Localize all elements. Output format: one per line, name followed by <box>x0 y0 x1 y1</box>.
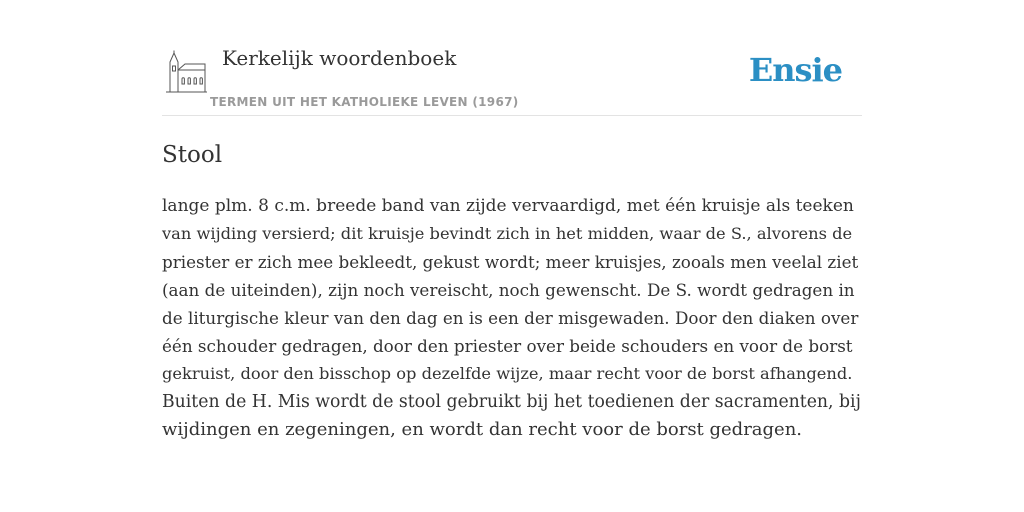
body-line: van wijding versierd; dit kruisje bevindt zich in het midden, waar de S., alvorens de <box>162 224 853 243</box>
header <box>162 40 862 116</box>
body-line: wijdingen en zegeningen, en wordt dan recht voor de borst gedragen. <box>162 419 803 440</box>
entry-title: Stool <box>162 142 223 168</box>
body-line: lange plm. 8 c.m. breede band van zijde vervaardigd, met één kruisje als teeken <box>162 196 854 216</box>
body-line: de liturgische kleur van den dag en is een der misgewaden. Door den diaken over <box>162 308 859 328</box>
church-icon[interactable] <box>165 50 207 94</box>
site-title[interactable]: Kerkelijk woordenboek <box>222 46 457 70</box>
body-line: priester er zich mee bekleedt, gekust wordt; meer kruisjes, zooals men veelal ziet <box>162 252 859 272</box>
body-line: één schouder gedragen, door den priester over beide schouders en voor de borst <box>162 336 853 356</box>
brand-logo[interactable]: Ensie <box>748 51 842 89</box>
site-subtitle: TERMEN UIT HET KATHOLIEKE LEVEN (1967) <box>210 95 519 109</box>
entry-body <box>162 192 862 444</box>
body-line: Buiten de H. Mis wordt de stool gebruikt bij het toedienen der sacramenten, bij <box>162 392 861 412</box>
body-line: (aan de uiteinden), zijn noch vereischt, noch gewenscht. De S. wordt gedragen in <box>162 280 855 300</box>
body-line: gekruist, door den bisschop op dezelfde wijze, maar recht voor de borst afhangend. <box>162 364 853 383</box>
